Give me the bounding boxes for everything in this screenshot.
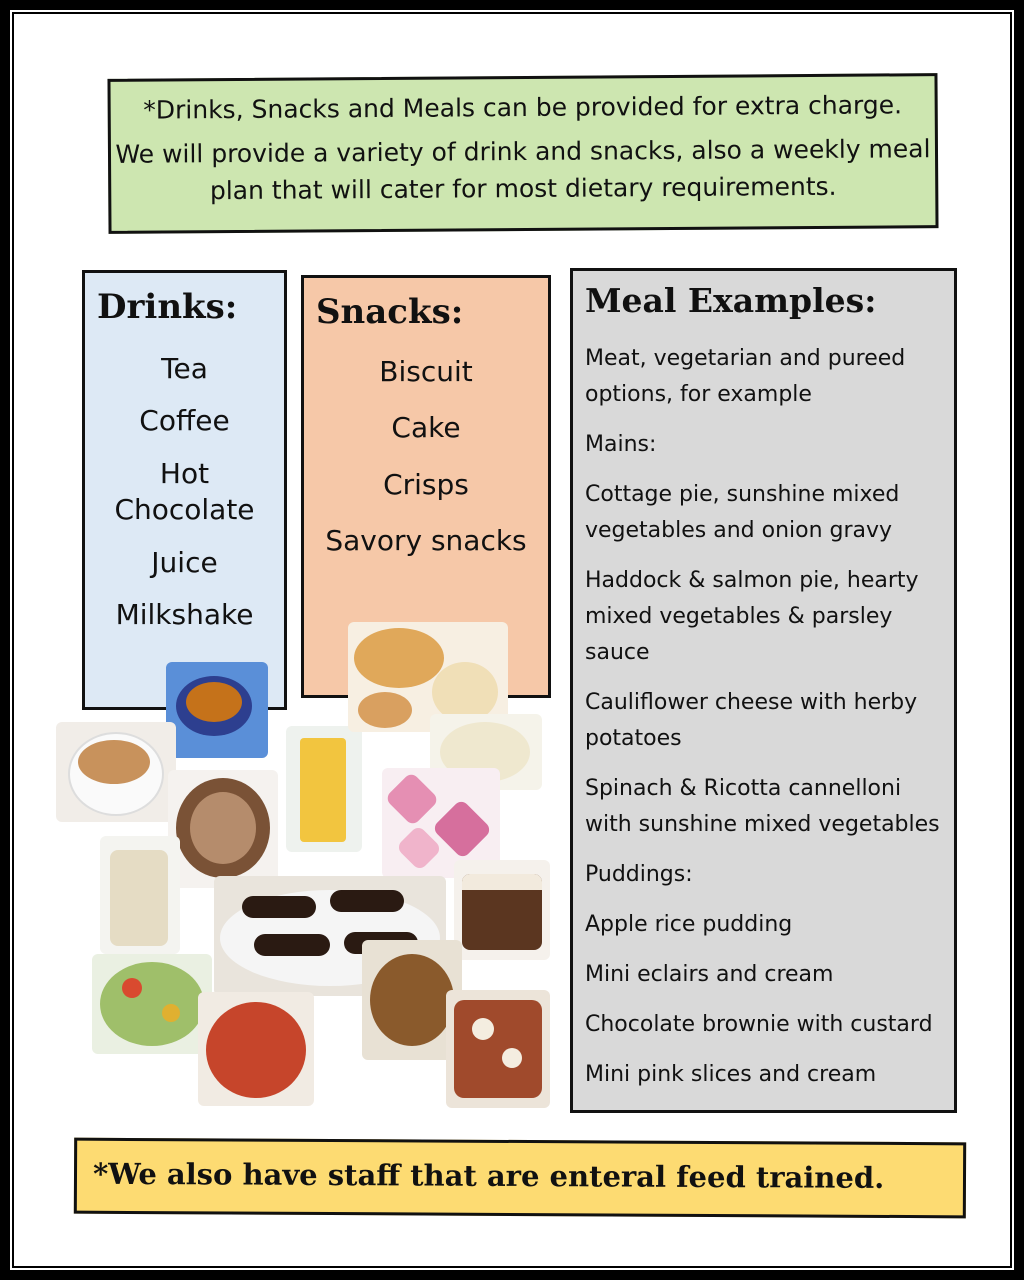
snack-item: Savory snacks <box>325 524 527 558</box>
meal-item: Spinach & Ricotta cannelloni with sunshine mixed vegetables <box>585 776 940 837</box>
tea-cup-photo <box>166 662 268 758</box>
meal-examples-list <box>585 341 947 1107</box>
meal-item: Mini pink slices and cream <box>585 1062 877 1087</box>
drink-item: Tea <box>161 352 208 385</box>
orange-juice-photo <box>286 726 362 852</box>
enteral-feed-note <box>74 1138 966 1219</box>
chocolate-cake-photo <box>454 860 550 960</box>
meal-section-heading: Mains: <box>585 432 657 457</box>
note-line-2: We will provide a variety of drink and snacks, also a weekly meal plan that will cater for most dietary requirements. <box>115 133 931 206</box>
enteral-feed-text: *We also have staff that are enteral feed trained. <box>92 1156 885 1195</box>
drinks-panel <box>82 270 287 710</box>
snack-item: Crisps <box>383 467 469 501</box>
meal-item: Cauliflower cheese with herby potatoes <box>585 690 918 751</box>
drinks-list <box>85 351 284 649</box>
meal-examples-panel <box>570 268 957 1113</box>
salad-photo <box>92 954 212 1054</box>
meal-item: Cottage pie, sunshine mixed vegetables and onion gravy <box>585 482 900 543</box>
drink-item: Juice <box>151 545 218 579</box>
snacks-list <box>304 354 548 580</box>
extra-charge-note <box>107 73 938 234</box>
drink-item: Coffee <box>139 404 230 438</box>
milkshake-photo <box>100 836 180 954</box>
coffee-latte-photo <box>56 722 176 822</box>
drink-item: Milkshake <box>115 597 254 631</box>
pie-dish-photo <box>446 990 550 1108</box>
meal-section-heading: Puddings: <box>585 862 693 887</box>
snack-item: Biscuit <box>379 355 473 388</box>
meal-item: Chocolate brownie with custard <box>585 1012 933 1037</box>
drink-item: Hot Chocolate <box>114 456 255 527</box>
meal-item: Haddock & salmon pie, hearty mixed vegetables & parsley sauce <box>585 568 919 665</box>
meal-item: Meat, vegetarian and pureed options, for example <box>585 346 906 407</box>
hot-chocolate-photo <box>168 770 278 888</box>
meal-item: Mini eclairs and cream <box>585 962 834 987</box>
snacks-title: Snacks: <box>316 292 464 332</box>
meal-examples-title: Meal Examples: <box>585 281 877 320</box>
meal-item: Apple rice pudding <box>585 912 793 937</box>
note-line-1: *Drinks, Snacks and Meals can be provided for extra charge. <box>143 90 903 125</box>
spaghetti-photo <box>198 992 314 1106</box>
drinks-title: Drinks: <box>97 287 238 327</box>
poster <box>10 10 1014 1270</box>
snack-item: Cake <box>391 411 461 445</box>
